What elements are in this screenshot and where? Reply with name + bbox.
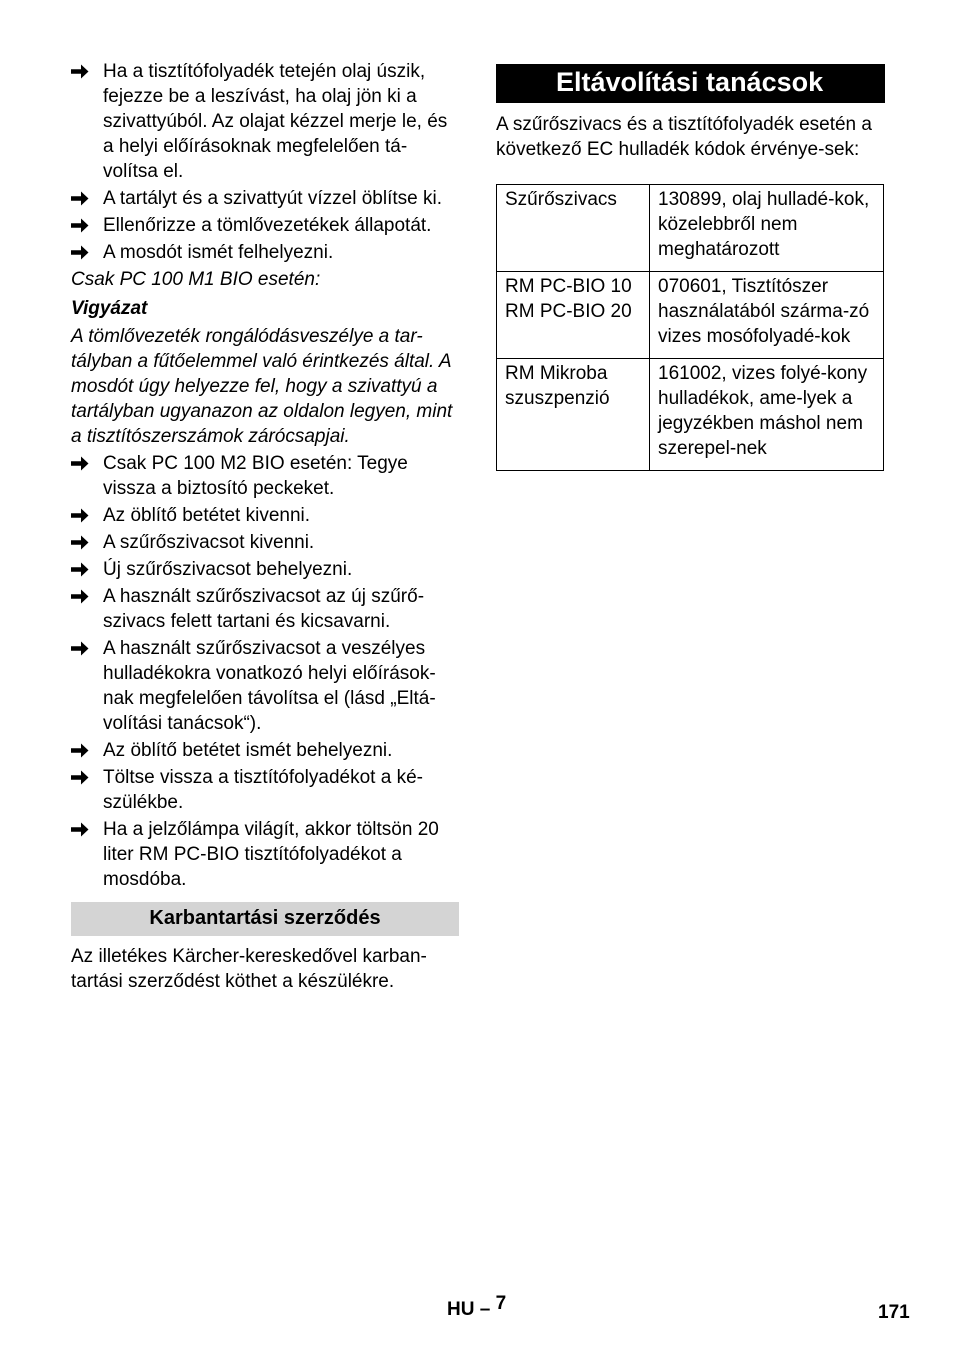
instruction-step bbox=[71, 584, 459, 634]
step-list-b bbox=[71, 451, 459, 892]
footer-dash: – bbox=[479, 1299, 491, 1320]
footer-section bbox=[447, 1293, 507, 1322]
step-text: Ha a jelzőlámpa világít, akkor töltsön 20 liter RM PC-BIO tisztítófolyadékot a mosdóba. bbox=[103, 819, 439, 890]
arrow-right-icon bbox=[71, 530, 93, 555]
instruction-step bbox=[71, 636, 459, 736]
step-text: Ellenőrizze a tömlővezetékek állapotát. bbox=[103, 215, 432, 236]
step-list-a bbox=[71, 59, 459, 265]
arrow-right-icon bbox=[71, 765, 93, 790]
waste-item-cell: Szűrőszivacs bbox=[497, 185, 650, 272]
pc100-m1-note: Csak PC 100 M1 BIO esetén: bbox=[71, 269, 321, 290]
instruction-step bbox=[71, 240, 459, 265]
arrow-right-icon bbox=[71, 213, 93, 238]
instruction-step bbox=[71, 765, 459, 815]
step-text: Töltse vissza a tisztítófolyadékot a ké-szülékbe. bbox=[103, 767, 423, 813]
waste-code-table bbox=[496, 184, 884, 471]
caution-label: Vigyázat bbox=[71, 298, 148, 319]
caution-text: A tömlővezeték rongálódásveszélye a tar-tályban a fűtőelemmel való érintkezés által. A mosdót úgy helyezze fel, hogy a szivattyú a tartályban ugyanazon az oldalon legyen, mint a tisztítószerszámok zárócsapjai. bbox=[71, 326, 453, 447]
right-column bbox=[496, 64, 885, 471]
disposal-heading: Eltávolítási tanácsok bbox=[496, 64, 885, 103]
arrow-right-icon bbox=[71, 557, 93, 582]
step-text: Az öblítő betétet kivenni. bbox=[103, 505, 311, 526]
footer-lang: HU bbox=[447, 1299, 475, 1320]
step-text: A mosdót ismét felhelyezni. bbox=[103, 242, 334, 263]
instruction-step bbox=[71, 186, 459, 211]
arrow-right-icon bbox=[71, 636, 93, 661]
waste-item-cell: RM PC-BIO 10 RM PC-BIO 20 bbox=[497, 272, 650, 359]
arrow-right-icon bbox=[71, 186, 93, 211]
table-row bbox=[497, 359, 884, 471]
table-row bbox=[497, 272, 884, 359]
instruction-step bbox=[71, 557, 459, 582]
instruction-step bbox=[71, 59, 459, 184]
step-text: A használt szűrőszivacsot a veszélyes hulladékokra vonatkozó helyi előírások-nak megfelelően távolítsa el (lásd „Eltá-volítási tanácsok“). bbox=[103, 638, 436, 734]
footer-section-page: 7 bbox=[495, 1293, 507, 1314]
waste-code-cell: 130899, olaj hulladé-kok, közelebbről nem meghatározott bbox=[650, 185, 884, 272]
page-number: 171 bbox=[878, 1302, 910, 1323]
arrow-right-icon bbox=[71, 240, 93, 265]
table-row bbox=[497, 185, 884, 272]
instruction-step bbox=[71, 817, 459, 892]
arrow-right-icon bbox=[71, 59, 93, 84]
step-text: Ha a tisztítófolyadék tetején olaj úszik, fejezze be a leszívást, ha olaj jön ki a szivattyúból. Az olajat kézzel merje le, és a helyi előírásoknak megfelelően tá-volítsa el. bbox=[103, 61, 448, 182]
arrow-right-icon bbox=[71, 503, 93, 528]
instruction-step bbox=[71, 530, 459, 555]
waste-item-cell: RM Mikroba szuszpenzió bbox=[497, 359, 650, 471]
left-column bbox=[71, 59, 459, 994]
instruction-step bbox=[71, 213, 459, 238]
step-text: Az öblítő betétet ismét behelyezni. bbox=[103, 740, 393, 761]
step-text: A tartályt és a szivattyút vízzel öblítse ki. bbox=[103, 188, 442, 209]
instruction-step bbox=[71, 451, 459, 501]
arrow-right-icon bbox=[71, 817, 93, 842]
instruction-step bbox=[71, 503, 459, 528]
arrow-right-icon bbox=[71, 451, 93, 476]
disposal-intro: A szűrőszivacs és a tisztítófolyadék esetén a következő EC hulladék kódok érvénye-sek: bbox=[496, 114, 872, 160]
arrow-right-icon bbox=[71, 738, 93, 763]
instruction-step bbox=[71, 738, 459, 763]
waste-code-cell: 070601, Tisztítószer használatából szárma-zó vizes mosófolyadé-kok bbox=[650, 272, 884, 359]
step-text: Új szűrőszivacsot behelyezni. bbox=[103, 559, 353, 580]
maintenance-text: Az illetékes Kärcher-kereskedővel karban-tartási szerződést köthet a készülékre. bbox=[71, 946, 427, 992]
waste-code-cell: 161002, vizes folyé-kony hulladékok, ame-lyek a jegyzékben máshol nem szerepel-nek bbox=[650, 359, 884, 471]
step-text: Csak PC 100 M2 BIO esetén: Tegye vissza a biztosító peckeket. bbox=[103, 453, 408, 499]
step-text: A szűrőszivacsot kivenni. bbox=[103, 532, 315, 553]
maintenance-heading: Karbantartási szerződés bbox=[71, 902, 459, 936]
arrow-right-icon bbox=[71, 584, 93, 609]
step-text: A használt szűrőszivacsot az új szűrő-szivacs felett tartani és kicsavarni. bbox=[103, 586, 425, 632]
